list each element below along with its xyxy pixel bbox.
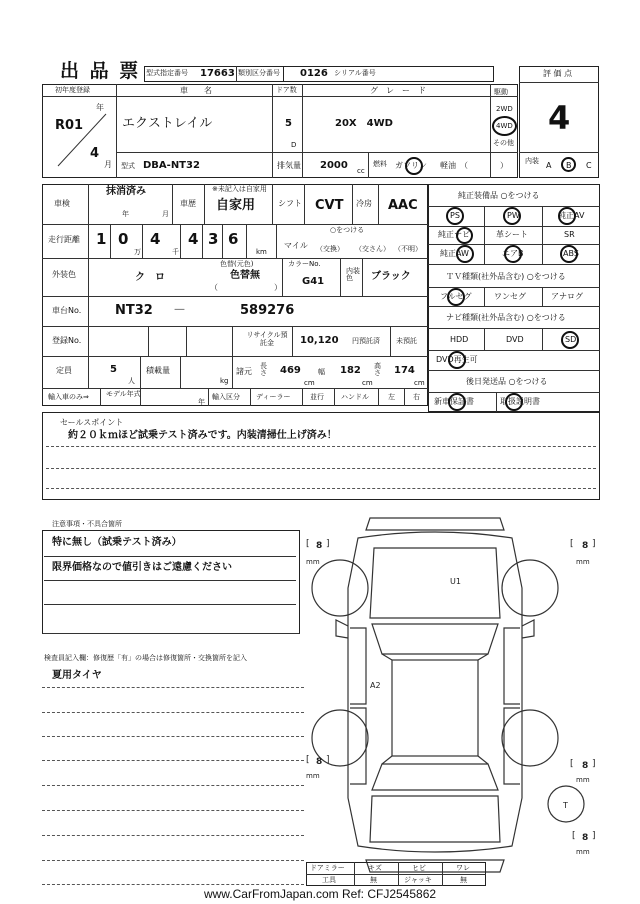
class-label: 類別区分番号 (238, 69, 280, 77)
navi-sd-circle (561, 331, 579, 349)
tread-fr-bracket: [ (570, 539, 574, 549)
import-class-label: 輸入区分 (212, 393, 240, 401)
spare-label: T (563, 801, 568, 810)
class-number: 0126 (300, 68, 328, 79)
serial-label: シリアル番号 (334, 69, 376, 77)
later-warranty-circle (448, 393, 466, 411)
fuel-gasoline-circle (405, 157, 423, 175)
grade-value: 20X 4WD (335, 118, 393, 129)
equip-airbag-circle (504, 245, 522, 263)
model-year-label: モデル年式 (106, 390, 141, 398)
watermark-footer[interactable]: www.CarFromJapan.com Ref: CFJ2545862 (203, 887, 437, 901)
equip-abs: ABS (563, 249, 579, 258)
mileage-label: 走行距離 (48, 235, 80, 244)
tread-fl-bracket-close: ] (326, 539, 330, 549)
color-no-value: G41 (302, 276, 325, 287)
tread-fl-unit: mm (306, 558, 320, 566)
equip-av-circle (558, 207, 576, 225)
serial-box (284, 66, 494, 82)
tread-rr-bracket-close: ] (592, 759, 596, 769)
legend-row-3: ジャッキ (404, 876, 432, 884)
equip-ps-circle (446, 207, 464, 225)
ac-label: 冷房 (356, 199, 372, 208)
model-value: DBA-NT32 (143, 160, 200, 171)
inspector-label: 検査員記入欄：修復歴「有」の場合は修復箇所・交換箇所を記入 (44, 654, 247, 662)
fuel-light-oil: 軽油 (440, 161, 456, 170)
legend-col-1: ドアミラー (310, 864, 345, 872)
mileage-digit: 4 (188, 230, 199, 248)
color-no-label: カラーNo. (288, 260, 321, 268)
interior-label: 内装 (525, 157, 539, 165)
ac-value: AAC (388, 198, 418, 213)
model-year-unit: 年 (198, 398, 205, 406)
interior-a: A (546, 161, 552, 170)
sales-point-text: 約２０ｋｍほど試乗テスト済みです。内装清掃仕上げ済み！ (68, 430, 337, 441)
dvd-play: DVD再生可 (436, 355, 478, 364)
capacity-unit: 人 (128, 377, 135, 385)
equip-airbag: エアB (502, 249, 524, 258)
first-reg-label: 初年度登録 (55, 86, 90, 94)
drive-4wd-circle (492, 116, 517, 136)
interior-b-circle (561, 157, 576, 172)
sheet-title: 出 品 票 (60, 60, 141, 82)
first-reg-month: 4 (90, 146, 100, 161)
first-reg-year: R01 (55, 118, 84, 133)
legend-row-2: 無 (370, 876, 377, 884)
score-value: 4 (548, 99, 571, 137)
interior-c: C (586, 161, 592, 170)
doors-unit: D (291, 141, 297, 149)
tread-fl-bracket: [ (306, 539, 310, 549)
equip-aw: 純正AW (440, 249, 469, 258)
car-damage-diagram (300, 508, 610, 888)
tread-fr-unit: mm (576, 558, 590, 566)
inspection-value: 抹消済み (106, 186, 146, 197)
tread-rl-bracket: [ (306, 755, 310, 765)
mileage-km: km (256, 248, 267, 256)
import-label: 輸入車のみ⇒ (48, 393, 89, 401)
load-unit: kg (220, 377, 229, 385)
equip-ps: PS (450, 211, 460, 220)
car-name-label: 車 名 (180, 86, 212, 95)
dvd-play-circle (448, 351, 466, 369)
handle-label: ハンドル (341, 393, 369, 401)
fuel-gasoline: ガソリン (395, 161, 427, 170)
notes-line-1: 特に無し（試乗テスト済み） (52, 537, 182, 548)
handle-right: 右 (413, 393, 420, 401)
recycle-label: リサイクル預託金 (246, 331, 288, 348)
equip-navi-circle (456, 227, 473, 244)
chassis-number: 589276 (240, 303, 295, 318)
drive-label: 駆動 (494, 88, 508, 96)
tread-rl-unit: mm (306, 772, 320, 780)
tread-spare: 8 (582, 833, 589, 843)
height-label: 高さ (374, 362, 381, 377)
later-manual-circle (505, 393, 523, 411)
recycle-value: 10,120 (300, 335, 339, 346)
recycle-unit: 円預託済 (352, 337, 380, 345)
equip-pw: PW (507, 211, 520, 220)
capacity-value: 5 (110, 364, 117, 375)
score-label: 評 価 点 (543, 69, 573, 78)
mileage-digit: 3 (208, 230, 219, 248)
navi-sd: SD (565, 335, 577, 344)
equipment-title: 純正装備品 ○をつける (458, 191, 540, 200)
length-value: 469 (280, 365, 301, 376)
later-manual: 取扱説明書 (500, 397, 540, 406)
equip-abs-circle (560, 245, 578, 263)
equip-pw-circle (503, 207, 521, 225)
recycle-status: 未預託 (396, 337, 417, 345)
history-note: ※未記入は自家用 (212, 185, 267, 193)
legend-row-4: 無 (460, 876, 467, 884)
displacement-label: 排気量 (277, 161, 301, 170)
inspection-label: 車検 (54, 199, 70, 208)
sales-point-box (42, 412, 600, 500)
chassis-dash: － (173, 303, 187, 318)
chassis-label: 車台No. (52, 306, 82, 315)
chassis-prefix: NT32 (115, 303, 153, 318)
drive-other: その他 (493, 139, 514, 147)
damage-u1: U1 (450, 577, 461, 586)
int-color-label: 内装色 (346, 267, 360, 282)
grade-label: グ レ ー ド (370, 86, 426, 95)
width-label: 幅 (318, 368, 325, 376)
tread-rl-bracket-close: ] (326, 755, 330, 765)
later-warranty: 新車保証書 (434, 397, 474, 406)
legend-col-4: ワレ (456, 864, 470, 872)
date-slash (50, 110, 112, 170)
inspection-month-unit: 月 (162, 210, 169, 218)
load-label: 積載量 (146, 366, 170, 375)
tv-fullseg-circle (447, 288, 465, 306)
legend-row-1: 工具 (322, 876, 336, 884)
mileage-digit: 6 (228, 230, 239, 248)
tread-fl: 8 (316, 541, 323, 551)
tread-spare-unit: mm (576, 848, 590, 856)
equip-aw-circle (456, 245, 474, 263)
mileage-exchanged: （交換） (316, 245, 344, 253)
model-approval-label: 型式指定番号 (146, 69, 188, 77)
capacity-label: 定員 (56, 366, 72, 375)
shift-label: シフト (278, 199, 302, 208)
drive-4wd: 4WD (496, 122, 513, 130)
width-value: 182 (340, 365, 361, 376)
tread-rr-unit: mm (576, 776, 590, 784)
drive-2wd: 2WD (496, 105, 513, 113)
dimensions-label: 諸元 (236, 367, 252, 376)
width-unit: cm (362, 379, 373, 387)
details-block (42, 184, 428, 406)
legend-col-2: キズ (368, 864, 382, 872)
notes-line-2: 限界価格なので値引きはご遠慮ください (52, 562, 232, 573)
height-value: 174 (394, 365, 415, 376)
mileage-digit: 0 (118, 230, 129, 248)
mile-label: マイル (284, 241, 308, 250)
height-unit: cm (414, 379, 425, 387)
fuel-label: 燃料 (373, 160, 387, 168)
car-name: エクストレイル (122, 116, 213, 131)
equip-leather: 革シート (496, 230, 528, 239)
cc-unit: cc (357, 167, 365, 175)
handle-left: 左 (388, 393, 395, 401)
equip-navi: 純正ナビ (438, 230, 470, 239)
length-label: 長さ (260, 362, 267, 377)
equip-av: 純正AV (558, 211, 585, 220)
tread-fr: 8 (582, 541, 589, 551)
history-value: 自家用 (216, 198, 256, 213)
tv-fullseg: フルセグ (440, 292, 472, 301)
doors-value: 5 (285, 118, 292, 129)
color-label: 外装色 (52, 270, 76, 279)
fuel-other: （ ） (460, 161, 508, 170)
model-approval-number: 17663 (200, 68, 235, 79)
tv-oneseg: ワンセグ (494, 292, 526, 301)
legend-col-3: ヒビ (412, 864, 426, 872)
interior-b: B (566, 161, 572, 170)
model-label: 型式 (121, 162, 135, 170)
inspector-text: 夏用タイヤ (52, 670, 102, 681)
mileage-sen: 千 (172, 248, 179, 256)
later-title: 後日発送品 ○をつける (466, 377, 548, 386)
tv-analog: アナログ (551, 292, 583, 301)
inspection-year-unit: 年 (122, 210, 129, 218)
sales-point-label: セールスポイント (60, 418, 124, 427)
damage-a2: A2 (370, 681, 381, 690)
repaint-label: 色替(元色) (220, 260, 254, 268)
mileage-digit: 4 (150, 230, 161, 248)
reg-no-label: 登録No. (52, 336, 82, 345)
mileage-unknown: （不明） (394, 245, 422, 253)
year-unit: 年 (96, 103, 104, 112)
length-unit: cm (304, 379, 315, 387)
month-unit: 月 (104, 160, 112, 169)
mileage-digit: 1 (96, 230, 107, 248)
navi-title: ナビ種類(社外品含む) ○をつける (446, 313, 566, 322)
repaint-value: 色替無 (230, 270, 260, 281)
mileage-tampered: （交さん） (355, 245, 390, 253)
tread-rr: 8 (582, 761, 589, 771)
tv-title: ＴＶ種類(社外品含む) ○をつける (446, 272, 566, 281)
shift-value: CVT (315, 198, 344, 213)
history-label: 車歴 (180, 199, 196, 208)
tread-rr-bracket: [ (570, 759, 574, 769)
color-value: ク ロ (135, 272, 165, 283)
tread-spare-bracket-close: ] (592, 831, 596, 841)
tread-fr-bracket-close: ] (592, 539, 596, 549)
displacement-value: 2000 (320, 160, 348, 171)
equip-sr: SR (564, 230, 575, 239)
import-parallel: 並行 (310, 393, 324, 401)
navi-hdd: HDD (450, 335, 469, 344)
int-color-value: ブラック (371, 271, 411, 282)
notes-label: 注意事項・不具合箇所 (52, 520, 122, 528)
import-dealer: ディーラー (256, 393, 291, 401)
navi-dvd: DVD (506, 335, 524, 344)
tread-rl: 8 (316, 757, 323, 767)
mileage-mark-note: ○をつける (330, 226, 365, 234)
doors-label: ドア数 (276, 86, 297, 94)
tread-spare-bracket: [ (572, 831, 576, 841)
mileage-man: 万 (134, 248, 141, 256)
repaint-original: （ ） (210, 283, 282, 292)
